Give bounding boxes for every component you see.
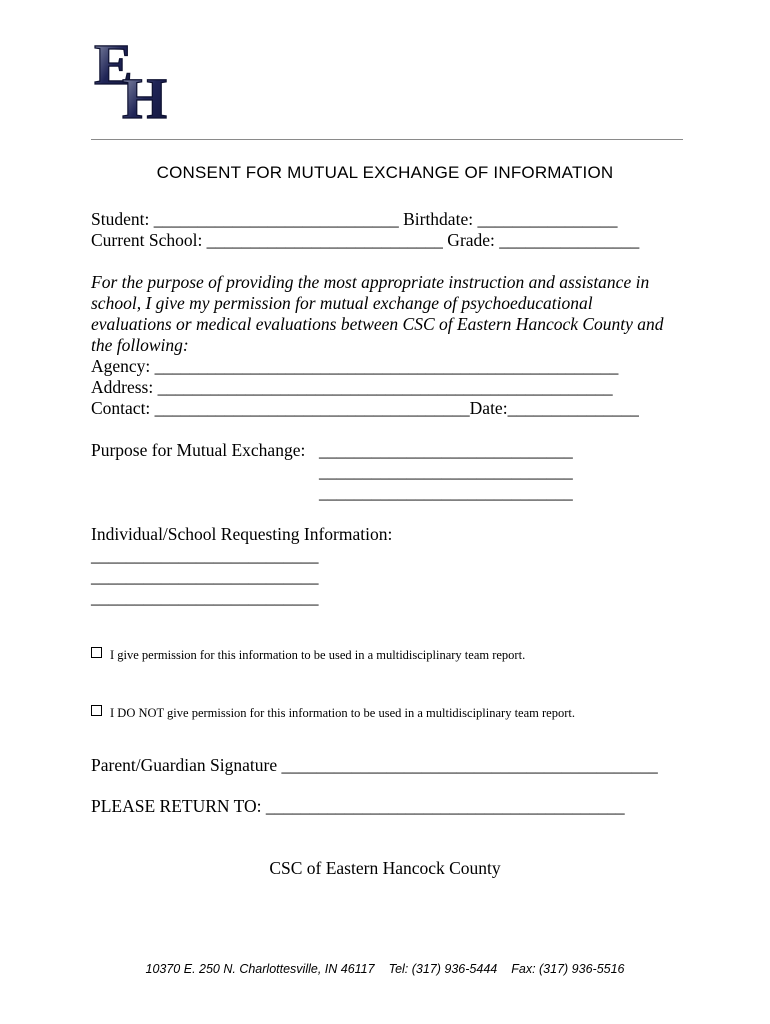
purpose-exchange-blank: _____________________________ bbox=[319, 440, 573, 460]
signature-line: Parent/Guardian Signature ___________________________________________ bbox=[91, 755, 658, 775]
purpose-paragraph-line-4: the following: bbox=[91, 335, 189, 355]
school-grade-line: Current School: ___________________________ Grade: ________________ bbox=[91, 230, 640, 250]
footer-tel: Tel: (317) 936-5444 bbox=[388, 962, 498, 976]
address-line: Address: ____________________________________________________ bbox=[91, 377, 613, 397]
requesting-blank: __________________________ bbox=[91, 587, 319, 607]
purpose-exchange-label: Purpose for Mutual Exchange: bbox=[91, 440, 306, 460]
footer-fax: Fax: (317) 936-5516 bbox=[511, 962, 625, 976]
return-to-line: PLEASE RETURN TO: _________________________________________ bbox=[91, 796, 625, 816]
organization-name: CSC of Eastern Hancock County bbox=[269, 858, 501, 878]
permission-yes-row bbox=[91, 647, 525, 663]
agency-line: Agency: _____________________________________________________ bbox=[91, 356, 619, 376]
permission-yes-label: I give permission for this information to be used in a multidisciplinary team report. bbox=[110, 648, 526, 662]
permission-no-row bbox=[91, 705, 575, 721]
requesting-blank: __________________________ bbox=[91, 566, 319, 586]
purpose-paragraph-line-2: school, I give my permission for mutual exchange of psychoeducational bbox=[91, 293, 593, 313]
footer-address: 10370 E. 250 N. Charlottesville, IN 46117 bbox=[145, 962, 375, 976]
eh-logo bbox=[92, 32, 187, 124]
form-title: CONSENT FOR MUTUAL EXCHANGE OF INFORMATION bbox=[156, 163, 614, 182]
student-birthdate-line: Student: ____________________________ Birthdate: ________________ bbox=[91, 209, 618, 229]
footer-contact bbox=[0, 962, 770, 976]
purpose-exchange-blank: _____________________________ bbox=[319, 482, 573, 502]
requesting-blank: __________________________ bbox=[91, 545, 319, 565]
purpose-exchange-blank: _____________________________ bbox=[319, 461, 573, 481]
permission-no-checkbox[interactable] bbox=[91, 705, 102, 716]
contact-date-line: Contact: ____________________________________Date:_______________ bbox=[91, 398, 639, 418]
purpose-paragraph-line-1: For the purpose of providing the most appropriate instruction and assistance in bbox=[91, 272, 650, 292]
logo-letter-e: E bbox=[94, 32, 133, 97]
purpose-paragraph-line-3: evaluations or medical evaluations between CSC of Eastern Hancock County and bbox=[91, 314, 664, 334]
logo-letter-h: H bbox=[122, 66, 168, 124]
permission-no-label: I DO NOT give permission for this information to be used in a multidisciplinary team report. bbox=[110, 706, 575, 720]
header-divider bbox=[91, 139, 683, 140]
requesting-label: Individual/School Requesting Information: bbox=[91, 524, 393, 544]
permission-yes-checkbox[interactable] bbox=[91, 647, 102, 658]
